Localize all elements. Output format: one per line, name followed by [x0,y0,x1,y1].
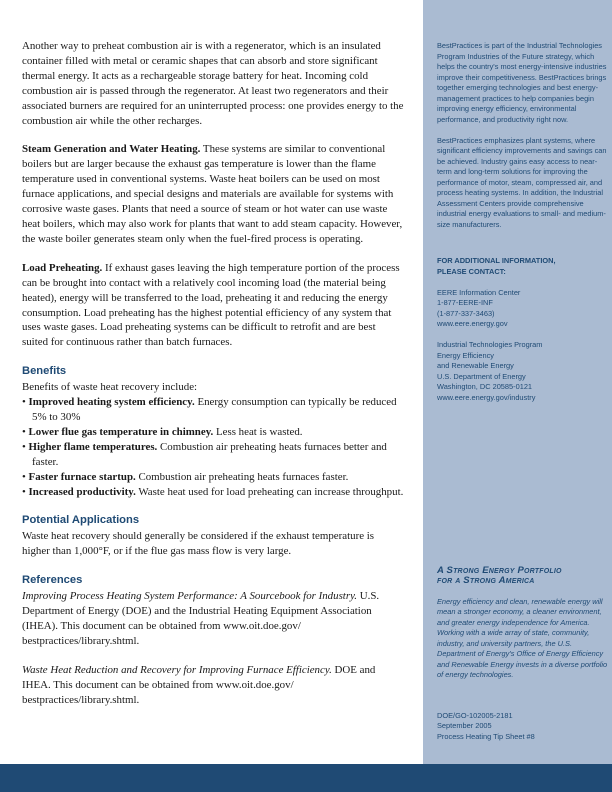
applications-text: Waste heat recovery should generally be considered if the exhaust temperature is higher than 1,000°F, or if the flue gas mass flow is very large. [22,530,375,558]
itp-contact [437,340,609,403]
load-text: If exhaust gases leaving the high temperature portion of the process can be brought into contact with a relatively cool incoming load (the material being heated), energy will be transferred to the load, preheating it and reducing the energy consumption. Load preheating has the highest potential efficiency of any system that uses waste gases. Load preheating systems can be difficult to retrofit and are best suited for continuous rather than batch furnaces. [22,261,400,349]
document-series: Process Heating Tip Sheet #8 [437,731,535,741]
benefit-lead: Increased productivity. [28,485,136,498]
load-lead: Load Preheating. [22,261,103,274]
load-paragraph [22,261,404,350]
regenerator-paragraph: Another way to preheat combustion air is with a regenerator, which is an insulated container filled with metal or ceramic shapes that can absorb and store significant thermal energy. It acts as a rechargeable storage battery for heat. Incoming cold combustion air is passed through the regenerator. At least two regenerators and their associated burners are required for an uninterrupted process: one provides energy to the combustion air while the other recharges. [22,40,404,127]
contact-heading-line: PLEASE CONTACT: [437,266,506,276]
portfolio-text: Energy efficiency and clean, renewable energy will mean a stronger economy, a cleaner environment, and greater energy independence for America. Working with a wide array of state, community, industry, and university partners, the U.S. Department of Energy's Office of Energy Efficiency and Renewable Energy invests in a diverse portfolio of energy technologies. [437,596,608,679]
document-info [437,711,609,743]
footer-bar [0,764,612,792]
benefit-lead: Higher flame temperatures. [28,440,158,453]
document-date: September 2005 [437,721,492,730]
contact-heading [437,256,609,277]
eere-contact [437,288,609,330]
document-number: DOE/GO-102005-2181 [437,710,513,720]
sidebar-top [437,41,609,414]
benefit-lead: Lower flue gas temperature in chimney. [28,425,214,438]
reference-title: Waste Heat Reduction and Recovery for Improving Furnace Efficiency. [22,663,332,676]
reference-2 [22,663,404,708]
contact-heading-line: FOR ADDITIONAL INFORMATION, [437,256,556,265]
benefits-intro: Benefits of waste heat recovery include: [22,381,198,394]
benefits-heading: Benefits [22,365,67,378]
eere-link[interactable]: www.eere.energy.gov [437,319,508,328]
portfolio-heading [437,566,609,587]
steam-lead: Steam Generation and Water Heating. [22,143,201,156]
contact-line: U.S. Department of Energy [437,371,526,381]
contact-line: (1-877-337-3463) [437,308,495,318]
contact-line: Industrial Technologies Program [437,340,543,349]
benefit-text: Energy consumption can typically be reduced 5% to 30% [32,396,397,424]
list-item [22,470,404,485]
list-item [22,425,404,440]
contact-line: Energy Efficiency [437,350,494,360]
reference-1 [22,589,404,649]
main-column [22,39,404,722]
reference-title: Improving Process Heating System Performance: A Sourcebook for Industry. [22,590,358,603]
list-item [22,440,404,470]
benefit-text: Combustion air preheating heats furnaces faster. [135,470,349,483]
reference-text: DOE and IHEA. This document can be obtained from www.oit.doe.gov/ bestpractices/library.shtml. [22,663,376,706]
benefit-text: Less heat is wasted. [213,425,303,438]
portfolio-heading-line: A Strong Energy Portfolio [437,564,562,576]
sidebar-bottom [437,566,609,743]
industry-link[interactable]: www.eere.energy.gov/industry [437,392,536,402]
references-heading: References [22,574,83,587]
bestpractices-paragraph-2: BestPractices emphasizes plant systems, where significant efficiency improvements and savings can be achieved. Industry gains easy access to near-term and long-term solutions for improving the performance of motor, steam, compressed air, and process heating systems. In addition, the Industrial Assessment Centers provide comprehensive industrial energy evaluations to small- and medium-size manufacturers. [437,135,607,229]
list-item [22,485,404,500]
benefit-lead: Faster furnace startup. [28,470,136,483]
list-item [22,395,404,425]
benefit-text: Waste heat used for load preheating can increase throughput. [135,485,404,498]
applications-heading: Potential Applications [22,514,140,527]
bestpractices-paragraph-1: BestPractices is part of the Industrial Technologies Program Industries of the Future strategy, which helps the country's most energy-intensive industries improve their competitiveness. BestPractices brings together emerging technologies and best energy-management practices to help companies begin improving energy efficiency, environmental performance, and productivity right now. [437,41,607,124]
sidebar [423,0,612,764]
steam-paragraph [22,142,404,246]
contact-line: EERE Information Center [437,287,521,297]
benefit-lead: Improved heating system efficiency. [28,396,195,409]
contact-line: and Renewable Energy [437,361,514,370]
benefit-text: Combustion air preheating heats furnaces better and faster. [32,440,387,468]
contact-line: 1-877-EERE-INF [437,298,493,307]
contact-line: Washington, DC 20585-0121 [437,382,533,391]
reference-text: U.S. Department of Energy (DOE) and the Industrial Heating Equipment Association (IHEA). This document can be obtained from www.oit.doe.gov/ bestpractices/library.shtml. [22,590,380,647]
steam-text: These systems are similar to conventional boilers but are larger because the exhaust gas temperature is lower than the flame temperature used in conventional systems. Waste heat boilers can be used on most furnace applications, and special designs and materials are available for systems with corrosive waste gases. Plants that need a source of steam or hot water can use waste heat boilers, which may also work for plants that want to add steam capacity. However, the waste boiler generates steam only when the fuel-fired process is operating. [22,143,403,245]
benefits-list [22,395,404,499]
portfolio-heading-line: for a Strong America [437,575,535,586]
